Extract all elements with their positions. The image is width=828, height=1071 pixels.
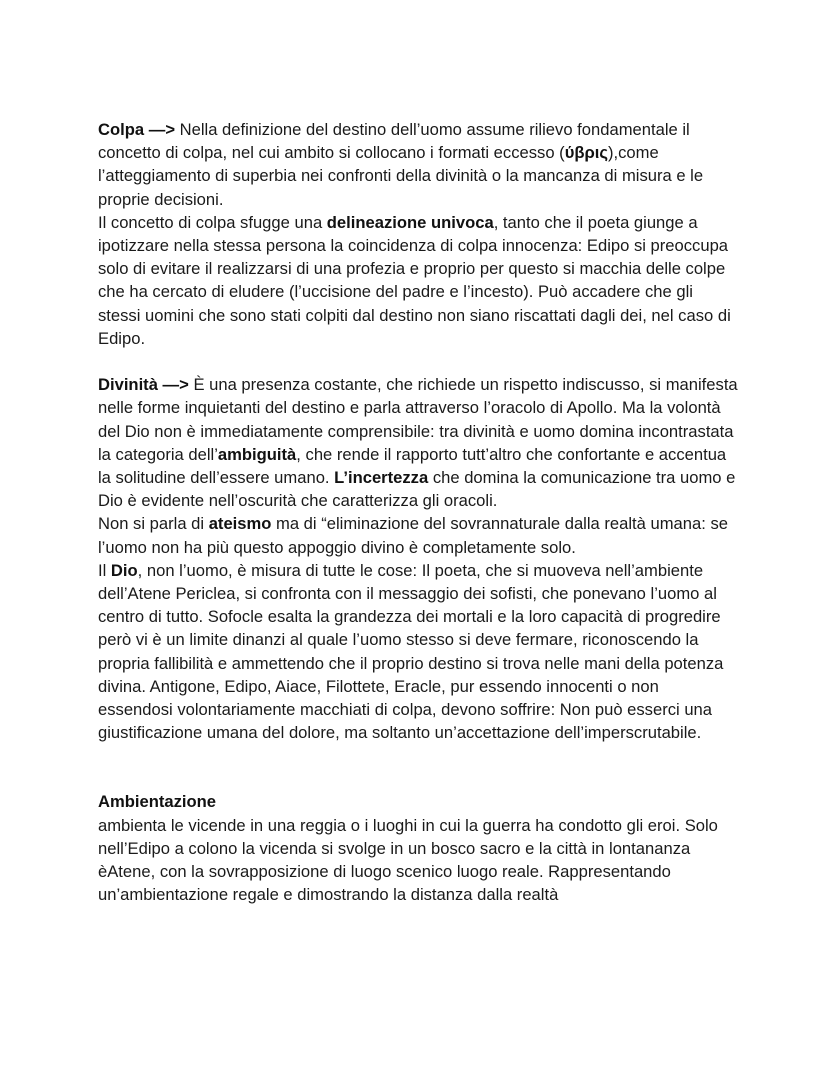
divinita-arrow: —> <box>157 375 194 395</box>
colpa-label: Colpa <box>98 120 145 139</box>
colpa-p2-text-2: , tanto che il poeta giunge a ipotizzare nella stessa persona la coincidenza di colpa innocenza: Edipo si preoccupa solo di evitare il realizzarsi di una profezia e proprio per questo si macchia delle colpe che ha cercato di eludere (l’uccisione del padre e l’incesto). Può accadere che gli stessi uomini che sono stati colpiti dal destino non siano riscattati dagli dei, nel caso di Edipo. <box>98 212 731 348</box>
divinita-text-4: che domina la comunicazione tra uomo e Dio è evidente nell’oscurità che caratterizza gli oracoli. <box>98 468 736 511</box>
divinita-p3-text-1: Il <box>98 560 111 580</box>
ambientazione-paragraph: ambienta le vicende in una reggia o i luoghi in cui la guerra ha condotto gli eroi. Solo nell’Edipo a colono la vicenda si svolge in un bosco sacro e la città in lontananza èAtene, con la sovrapposizione di luogo scenico luogo reale. Rappresentando un’ambientazione regale e dimostrando la distanza dalla realtà <box>98 815 718 905</box>
colpa-text-1: Nella definizione del destino dell’uomo assume rilievo fondamentale il concetto di colpa, nel cui ambito si collocano i formati eccesso ( <box>98 120 690 163</box>
colpa-arrow: —> <box>144 120 180 139</box>
colpa-p2-bold: delineazione univoca <box>326 212 494 232</box>
spacer <box>98 350 738 373</box>
divinita-text-3: , che rende il rapporto tutt’altro che confortante e accentua la solitudine dell’essere umano. <box>98 444 727 488</box>
ambientazione-heading-text: Ambientazione <box>98 792 217 812</box>
divinita-paragraph-2 <box>98 512 738 558</box>
divinita-p2-text-1: Non si parla di <box>98 514 209 534</box>
colpa-p2-text-1: Il concetto di colpa sfugge una <box>98 212 327 232</box>
divinita-label: Divinità <box>98 375 158 395</box>
divinita-p2-bold: ateismo <box>208 514 272 534</box>
divinita-paragraph-3 <box>98 559 738 745</box>
divinita-text-2: Ma la volontà del Dio non è immediatamente comprensibile: tra divinità e uomo domina incontrastata la categoria dell’ <box>98 398 734 464</box>
colpa-greek-hybris: ύβρις <box>564 143 608 163</box>
spacer-large <box>98 744 738 790</box>
colpa-paragraph <box>98 118 738 211</box>
divinita-text-1: È una presenza costante, che richiede un rispetto indiscusso, si manifesta nelle forme inquietanti del destino e parla attraverso l’oracolo di Apollo. <box>98 375 738 418</box>
colpa-text-2: ),come l’atteggiamento di superbia nei confronti della divinità o la mancanza di misura e le proprie decisioni. <box>98 143 704 209</box>
divinita-bold-ambiguita: ambiguità <box>217 444 297 464</box>
colpa-paragraph-2 <box>98 211 738 350</box>
divinita-p3-text-2: , non l’uomo, è misura di tutte le cose: Il poeta, che si muoveva nell’ambiente dell’Atene Periclea, si confronta con il messaggio dei sofisti, che ponevano l’uomo al centro di tutto. Sofocle esalta la grandezza dei mortali e la loro capacità di progredire però vi è un limite dinanzi al quale l’uomo stesso si deve fermare, riconoscendo la propria fallibilità e ammettendo che il proprio destino si trova nelle mani della potenza divina. Antigone, Edipo, Aiace, Filottete, Eracle, pur essendo innocenti o non essendosi volontariamente macchiati di colpa, devono soffrire: Non può esserci una giustificazione umana del dolore, ma soltanto un’accettazione dell’imperscrutabile. <box>98 560 724 743</box>
document-page <box>98 118 738 906</box>
divinita-p2-text-2: ma di “eliminazione del sovrannaturale dalla realtà umana: se l’uomo non ha più questo appoggio divino è completamente solo. <box>98 514 728 557</box>
ambientazione-heading <box>98 790 738 813</box>
divinita-p3-bold: Dio <box>110 560 138 580</box>
divinita-bold-incertezza: L’incertezza <box>334 468 429 488</box>
divinita-paragraph <box>98 373 738 512</box>
